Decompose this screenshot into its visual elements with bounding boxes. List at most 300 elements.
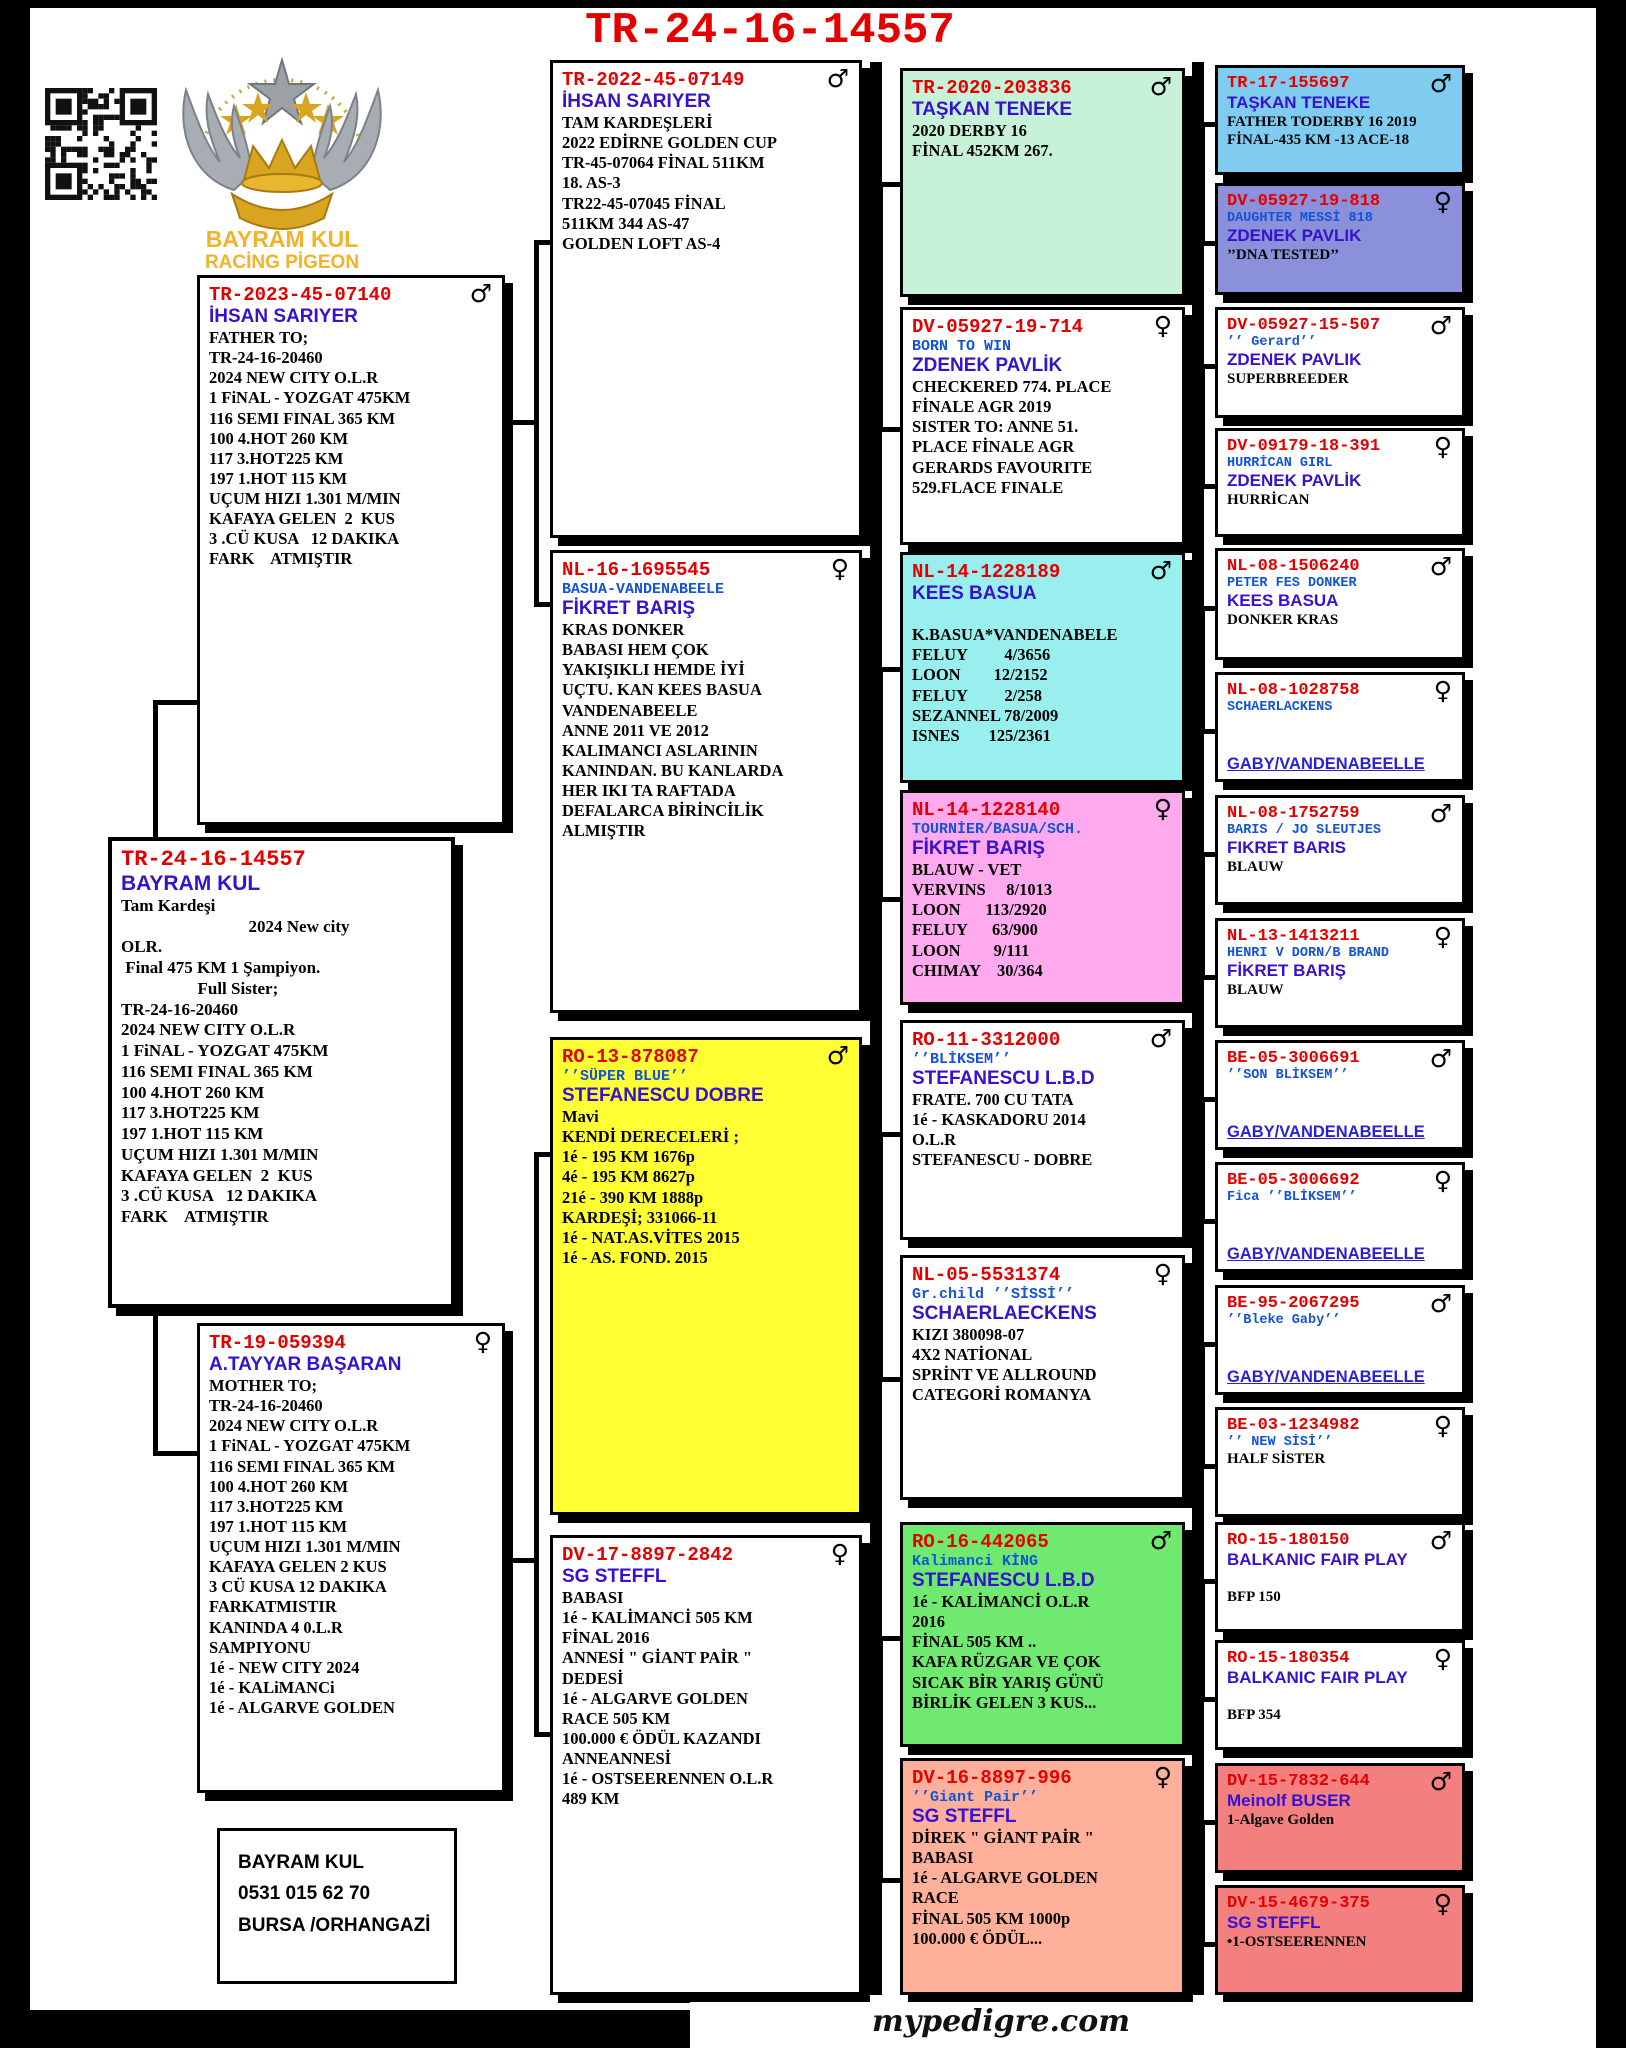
note-line: KENDİ DERECELERİ ; <box>562 1127 739 1147</box>
owner-name: ZDENEK PAVLIK <box>1227 350 1362 369</box>
note-line: 1é - KALiMANCi <box>209 1677 335 1697</box>
note-line: 197 1.HOT 115 KM <box>209 1516 348 1536</box>
note-line: 21é - 390 KM 1888p <box>562 1187 704 1207</box>
ring-number: DV-05927-19-818 <box>1227 192 1381 211</box>
note-line: FATHER TODERBY 16 2019 <box>1227 114 1417 130</box>
note-line: MOTHER TO; <box>209 1376 318 1395</box>
female-symbol: ♀ <box>1433 432 1452 461</box>
pedigree-box-RO-13-878087 <box>550 1037 862 1515</box>
female-symbol: ♀ <box>1153 311 1172 340</box>
pigeon-nickname: TOURNİER/BASUA/SCH. <box>912 821 1084 838</box>
ring-number: BE-05-3006692 <box>1227 1171 1360 1190</box>
ring-number: TR-17-155697 <box>1227 74 1350 93</box>
note-line: 100 4.HOT 260 KM <box>121 1082 265 1102</box>
owner-name: FIKRET BARIS <box>1227 838 1346 857</box>
note-line: CHECKERED 774. PLACE <box>912 377 1112 396</box>
pedigree-box-DV-15-7832-644 <box>1215 1763 1465 1873</box>
ring-number: RO-13-878087 <box>562 1046 699 1068</box>
note-line: Mavi <box>562 1107 599 1126</box>
connector-line <box>534 602 550 607</box>
pigeon-nickname: Kalimanci KİNG <box>912 1553 1039 1570</box>
owner-name: KEES BASUA <box>912 583 1037 604</box>
strain-link: GABY/VANDENABEELLE <box>1227 755 1425 773</box>
note-line: FİNAL 452KM 267. <box>912 141 1053 161</box>
ring-number: TR-2023-45-07140 <box>209 284 392 306</box>
pedigree-box-TR-24-16-14557 <box>108 837 455 1308</box>
note-line: FELUY 63/900 <box>912 920 1038 940</box>
note-line: 1é - NAT.AS.VİTES 2015 <box>562 1227 740 1247</box>
ring-number: TR-2020-203836 <box>912 77 1072 99</box>
note-line: VERVINS 8/1013 <box>912 880 1053 900</box>
female-symbol: ♀ <box>1433 922 1452 951</box>
note-line: 1é - ALGARVE GOLDEN <box>912 1868 1098 1888</box>
owner-name: ZDENEK PAVLİK <box>1227 471 1362 490</box>
owner-name: STEFANESCU DOBRE <box>562 1085 764 1106</box>
note-line: 1é - OSTSEERENNEN O.L.R <box>562 1769 774 1789</box>
ring-number: NL-08-1752759 <box>1227 804 1360 823</box>
owner-name: BALKANIC FAIR PLAY <box>1227 1668 1408 1687</box>
note-line: FİNAL 2016 <box>562 1628 650 1648</box>
male-symbol: ♂ <box>1429 1289 1452 1318</box>
pedigree-box-NL-14-1228189 <box>900 552 1185 783</box>
male-symbol: ♂ <box>469 279 492 308</box>
note-line: 2020 DERBY 16 <box>912 121 1027 140</box>
note-line <box>1227 1688 1453 1706</box>
ring-number: DV-15-4679-375 <box>1227 1894 1370 1913</box>
note-line: FRATE. 700 CU TATA <box>912 1090 1074 1109</box>
pedigree-box-NL-14-1228140 <box>900 790 1185 1005</box>
note-line: 1é - KALİMANCİ 505 KM <box>562 1608 753 1628</box>
note-line: SISTER TO: ANNE 51. <box>912 417 1079 437</box>
connector-line <box>153 1451 200 1456</box>
note-line <box>912 605 1173 625</box>
note-line: 1é - NEW CITY 2024 <box>209 1657 360 1677</box>
pigeon-nickname: ’’ NEW SİSİ’’ <box>1227 1435 1333 1450</box>
ring-number: NL-05-5531374 <box>912 1264 1061 1286</box>
pigeon-nickname: ’’SÜPER BLUE’’ <box>562 1068 689 1085</box>
note-line: FARK ATMIŞTIR <box>209 549 353 569</box>
pedigree-box-RO-15-180354 <box>1215 1640 1465 1750</box>
ring-number: NL-08-1028758 <box>1227 681 1360 700</box>
note-line: LOON 12/2152 <box>912 665 1048 685</box>
note-line: FATHER TO; <box>209 328 309 347</box>
note-line: UÇUM HIZI 1.301 M/MIN <box>121 1144 319 1164</box>
ring-number: DV-05927-15-507 <box>1227 316 1381 335</box>
note-line: FİNAL-435 KM -13 ACE-18 <box>1227 132 1410 149</box>
ring-number: TR-2022-45-07149 <box>562 69 745 91</box>
note-line: BABASI <box>562 1588 624 1607</box>
pedigree-box-RO-16-442065 <box>900 1522 1185 1747</box>
pigeon-nickname: ’’BLİKSEM’’ <box>912 1051 1012 1068</box>
owner-name: İHSAN SARIYER <box>562 91 711 112</box>
note-line: DİREK " GİANT PAİR " <box>912 1828 1094 1847</box>
note-line: 197 1.HOT 115 KM <box>209 468 348 488</box>
note-line: TR22-45-07045 FİNAL <box>562 193 726 213</box>
pigeon-nickname: BARIS / JO SLEUTJES <box>1227 823 1381 838</box>
male-symbol: ♂ <box>1429 1767 1452 1796</box>
ring-number: DV-09179-18-391 <box>1227 437 1381 456</box>
note-line: 1é - KASKADORU 2014 <box>912 1110 1086 1130</box>
female-symbol: ♀ <box>1433 1889 1452 1918</box>
note-line: BABASI HEM ÇOK <box>562 640 709 660</box>
connector-line <box>1192 62 1204 1995</box>
pedigree-box-BE-05-3006692 <box>1215 1162 1465 1272</box>
note-line: 511KM 344 AS-47 <box>562 213 690 233</box>
note-line: 489 KM <box>562 1789 620 1809</box>
right-wing <box>312 90 381 190</box>
note-line: GERARDS FAVOURITE <box>912 457 1093 477</box>
contact-box <box>217 1828 457 1984</box>
note-line: ISNES 125/2361 <box>912 725 1051 745</box>
note-line: FARKATMISTIR <box>209 1597 337 1617</box>
note-line: RACE 505 KM <box>562 1708 671 1728</box>
note-line: CATEGORİ ROMANYA <box>912 1385 1092 1405</box>
pedigree-box-NL-08-1752759 <box>1215 795 1465 905</box>
owner-name: ZDENEK PAVLİK <box>912 355 1063 376</box>
note-line: 1é - KALİMANCİ O.L.R <box>912 1592 1090 1611</box>
strain-link: GABY/VANDENABEELLE <box>1227 1368 1425 1386</box>
note-line: 1 FiNAL - YOZGAT 475KM <box>209 388 411 408</box>
note-line: BLAUW <box>1227 859 1284 875</box>
ring-number: NL-14-1228189 <box>912 561 1061 583</box>
owner-name: SG STEFFL <box>562 1566 667 1587</box>
strain-link: GABY/VANDENABEELLE <box>1227 1245 1425 1263</box>
owner-name: TAŞKAN TENEKE <box>912 99 1073 120</box>
note-line: 529.FLACE FINALE <box>912 477 1064 497</box>
pigeon-nickname: HENRI V DORN/B BRAND <box>1227 946 1390 961</box>
ring-number: BE-05-3006691 <box>1227 1049 1360 1068</box>
note-line: K.BASUA*VANDENABELE <box>912 625 1118 645</box>
note-line: ANNEANNESİ <box>562 1749 672 1768</box>
note-line: BİRLİK GELEN 3 KUS... <box>912 1692 1097 1712</box>
owner-name: SG STEFFL <box>912 1806 1017 1827</box>
pedigree-box-DV-15-4679-375 <box>1215 1885 1465 1995</box>
note-line: 1 FiNAL - YOZGAT 475KM <box>121 1041 329 1061</box>
note-line: KALIMANCI ASLARININ <box>562 740 758 760</box>
male-symbol: ♂ <box>1429 1044 1452 1073</box>
note-line: FELUY 4/3656 <box>912 645 1051 665</box>
note-line: UÇUM HIZI 1.301 M/MIN <box>209 1537 401 1556</box>
owner-name: BALKANIC FAIR PLAY <box>1227 1550 1408 1569</box>
ring-number: RO-11-3312000 <box>912 1029 1061 1051</box>
note-line: KAFAYA GELEN 2 KUS <box>209 1557 387 1577</box>
male-symbol: ♂ <box>1429 69 1452 98</box>
male-symbol: ♂ <box>1429 1526 1452 1555</box>
owner-name: FİKRET BARIŞ <box>912 838 1045 859</box>
note-line: •1-OSTSEERENNEN <box>1227 1934 1367 1950</box>
note-line: 4é - 195 KM 8627p <box>562 1167 695 1187</box>
contact-phone: 0531 015 62 70 <box>238 1883 371 1905</box>
pedigree-box-DV-16-8897-996 <box>900 1758 1185 1995</box>
note-line: KAFAYA GELEN 2 KUS <box>209 509 395 529</box>
note-line: 117 3.HOT225 KM <box>209 1496 344 1516</box>
note-line: FİNALE AGR 2019 <box>912 397 1052 417</box>
owner-name: FİKRET BARIŞ <box>562 598 695 619</box>
male-symbol: ♂ <box>1149 1526 1172 1555</box>
pigeon-nickname: ’’SON BLİKSEM’’ <box>1227 1068 1349 1083</box>
pigeon-nickname: ’’Giant Pair’’ <box>912 1789 1039 1806</box>
female-symbol: ♀ <box>1433 1411 1452 1440</box>
ring-number: DV-05927-19-714 <box>912 316 1084 338</box>
pedigree-box-DV-05927-19-818 <box>1215 183 1465 295</box>
note-line: 2016 <box>912 1612 945 1632</box>
note-line: 1é - ALGARVE GOLDEN <box>562 1688 748 1708</box>
note-line: CHIMAY 30/364 <box>912 960 1043 980</box>
note-line: 4X2 NATİONAL <box>912 1345 1033 1365</box>
connector-line <box>534 1152 550 1157</box>
note-line: 3 .CÜ KUSA 12 DAKIKA <box>209 529 400 549</box>
note-line: VANDENABEELE <box>562 700 698 720</box>
note-line: 1é - ALGARVE GOLDEN <box>209 1698 395 1717</box>
connector-line <box>534 240 550 245</box>
ring-number: TR-19-059394 <box>209 1332 346 1354</box>
note-line: SAMPIYONU <box>209 1637 311 1657</box>
female-symbol: ♀ <box>830 554 849 583</box>
ring-number: BE-95-2067295 <box>1227 1294 1360 1313</box>
note-line: RACE <box>912 1888 959 1908</box>
female-symbol: ♀ <box>473 1327 492 1356</box>
pedigree-box-DV-17-8897-2842 <box>550 1535 862 1995</box>
connector-line <box>153 700 200 705</box>
logo-line1: BAYRAM KUL <box>205 226 359 252</box>
note-line: HER IKI TA RAFTADA <box>562 781 736 800</box>
owner-name: A.TAYYAR BAŞARAN <box>209 1354 402 1375</box>
female-symbol: ♀ <box>1153 1762 1172 1791</box>
note-line: 2024 NEW CITY O.L.R <box>121 1020 296 1040</box>
note-line: UÇTU. KAN KEES BASUA <box>562 680 762 700</box>
ring-number: NL-16-1695545 <box>562 559 711 581</box>
note-line: 3 CÜ KUSA 12 DAKIKA <box>209 1577 387 1597</box>
connector-line <box>534 1152 539 1737</box>
male-symbol: ♂ <box>826 64 849 93</box>
note-line: BFP 354 <box>1227 1707 1281 1724</box>
note-line: OLR. <box>121 937 163 957</box>
note-line: UÇUM HIZI 1.301 M/MIN <box>209 489 401 508</box>
owner-name: KEES BASUA <box>1227 591 1339 610</box>
note-line: ALMIŞTIR <box>562 821 646 841</box>
note-line: GOLDEN LOFT AS-4 <box>562 233 721 253</box>
ring-number: TR-24-16-14557 <box>121 847 306 872</box>
note-line: HURRİCAN <box>1227 492 1310 508</box>
note-line: KANINDA 4 0.L.R <box>209 1617 343 1637</box>
note-line: 3 .CÜ KUSA 12 DAKIKA <box>121 1186 317 1206</box>
note-line: SICAK BİR YARIŞ GÜNÜ <box>912 1672 1104 1692</box>
note-line: ANNE 2011 VE 2012 <box>562 720 709 740</box>
pigeon-nickname: PETER FES DONKER <box>1227 576 1357 591</box>
pedigree-box-RO-11-3312000 <box>900 1020 1185 1240</box>
note-line: TAM KARDEŞLERİ <box>562 113 713 132</box>
ring-number: DV-16-8897-996 <box>912 1767 1072 1789</box>
note-line: ANNESİ " GİANT PAİR " <box>562 1648 753 1668</box>
note-line: KARDEŞİ; 331066-11 <box>562 1207 718 1227</box>
note-line: KAFAYA GELEN 2 KUS <box>121 1165 313 1185</box>
note-line: DONKER KRAS <box>1227 612 1339 628</box>
note-line: BLAUW <box>1227 982 1284 998</box>
pedigree-box-RO-15-180150 <box>1215 1522 1465 1632</box>
note-line: YAKIŞIKLI HEMDE İYİ <box>562 660 745 680</box>
logo-line2: RACİNG PİGEON <box>204 252 360 270</box>
qr-code <box>45 88 157 200</box>
note-line: 116 SEMI FINAL 365 KM <box>209 1456 396 1476</box>
note-line: SPRİNT VE ALLROUND <box>912 1365 1097 1385</box>
owner-name: Meinolf BUSER <box>1227 1791 1351 1810</box>
pedigree-box-NL-16-1695545 <box>550 550 862 1013</box>
connector-line <box>505 1558 534 1563</box>
connector-line <box>505 420 534 425</box>
strain-link: GABY/VANDENABEELLE <box>1227 1123 1425 1141</box>
ring-number: RO-15-180150 <box>1227 1531 1350 1550</box>
note-line: STEFANESCU - DOBRE <box>912 1150 1093 1170</box>
note-line: 2024 NEW CITY O.L.R <box>209 1416 379 1436</box>
note-line <box>1227 1570 1453 1588</box>
pigeon-nickname: BORN TO WIN <box>912 338 1012 355</box>
left-wing <box>183 90 252 190</box>
owner-name: FİKRET BARIŞ <box>1227 961 1346 980</box>
note-line: 1 FiNAL - YOZGAT 475KM <box>209 1436 411 1456</box>
owner-name: ZDENEK PAVLIK <box>1227 226 1362 245</box>
connector-line <box>534 1732 550 1737</box>
note-line: TR-24-16-20460 <box>121 999 239 1019</box>
connector-line <box>153 1306 158 1456</box>
note-line: FİNAL 505 KM 1000p <box>912 1908 1071 1928</box>
owner-name: BAYRAM KUL <box>121 872 261 895</box>
note-line: 1-Algave Golden <box>1227 1812 1335 1828</box>
female-symbol: ♀ <box>1153 1259 1172 1288</box>
note-line: 1é - AS. FOND. 2015 <box>562 1247 708 1267</box>
pigeon-nickname: ’’ Gerard’’ <box>1227 335 1317 350</box>
pedigree-box-TR-2020-203836 <box>900 68 1185 297</box>
ring-number: RO-16-442065 <box>912 1531 1049 1553</box>
note-line: LOON 113/2920 <box>912 900 1047 920</box>
note-line: 116 SEMI FINAL 365 KM <box>209 408 396 428</box>
contact-city: BURSA /ORHANGAZİ <box>238 1914 431 1936</box>
ribbon <box>232 194 332 229</box>
owner-name: TAŞKAN TENEKE <box>1227 93 1371 112</box>
note-line: HALF SİSTER <box>1227 1451 1326 1467</box>
ring-number: NL-14-1228140 <box>912 799 1061 821</box>
note-line: 117 3.HOT225 KM <box>121 1103 260 1123</box>
note-line: 197 1.HOT 115 KM <box>121 1124 264 1144</box>
page-title: TR-24-16-14557 <box>585 6 955 56</box>
pigeon-nickname: DAUGHTER MESSİ 818 <box>1227 211 1373 226</box>
male-symbol: ♂ <box>1149 72 1172 101</box>
female-symbol: ♀ <box>1433 676 1452 705</box>
pedigree-box-BE-03-1234982 <box>1215 1407 1465 1517</box>
note-line: FARK ATMIŞTIR <box>121 1207 269 1227</box>
ring-number: BE-03-1234982 <box>1227 1416 1360 1435</box>
loft-logo <box>156 42 408 270</box>
pedigree-box-NL-05-5531374 <box>900 1255 1185 1500</box>
male-symbol: ♂ <box>1429 552 1452 581</box>
note-line: PLACE FİNALE AGR <box>912 437 1075 457</box>
note-line: 116 SEMI FINAL 365 KM <box>121 1061 313 1081</box>
connector-line <box>153 700 158 840</box>
contact-name: BAYRAM KUL <box>238 1852 364 1873</box>
note-line: TR-45-07064 FİNAL 511KM <box>562 153 765 173</box>
pedigree-box-DV-05927-15-507 <box>1215 307 1465 418</box>
ring-number: NL-08-1506240 <box>1227 557 1360 576</box>
owner-name: STEFANESCU L.B.D <box>912 1068 1095 1089</box>
note-line: 100.000 € ÖDÜL KAZANDI <box>562 1728 761 1748</box>
note-line: 100.000 € ÖDÜL... <box>912 1928 1043 1948</box>
pedigree-box-TR-2023-45-07140 <box>197 275 505 825</box>
male-symbol: ♂ <box>1429 799 1452 828</box>
pedigree-box-TR-17-155697 <box>1215 65 1465 175</box>
note-line: DEFALARCA BİRİNCİLİK <box>562 801 764 821</box>
ring-number: DV-17-8897-2842 <box>562 1544 734 1566</box>
note-line: 18. AS-3 <box>562 173 621 193</box>
note-line: ’’DNA TESTED’’ <box>1227 247 1340 263</box>
male-symbol: ♂ <box>1149 1024 1172 1053</box>
note-line: 1é - 195 KM 1676p <box>562 1147 695 1167</box>
pigeon-nickname: SCHAERLACKENS <box>1227 700 1333 715</box>
note-line: O.L.R <box>912 1130 957 1150</box>
note-line: KIZI 380098-07 <box>912 1325 1025 1344</box>
pedigree-box-BE-95-2067295 <box>1215 1285 1465 1395</box>
note-line: 2022 EDİRNE GOLDEN CUP <box>562 133 777 153</box>
note-line: Full Sister; <box>121 978 279 998</box>
pedigree-box-NL-08-1028758 <box>1215 672 1465 782</box>
female-symbol: ♀ <box>1153 794 1172 823</box>
note-line: SUPERBREEDER <box>1227 371 1349 387</box>
pigeon-nickname: BASUA-VANDENABEELE <box>562 581 725 598</box>
crown-wings-logo <box>156 42 408 270</box>
ring-number: DV-15-7832-644 <box>1227 1772 1370 1791</box>
note-line: DEDESİ <box>562 1668 624 1688</box>
connector-line <box>534 240 539 607</box>
note-line: 2024 New city <box>121 916 350 936</box>
note-line: BABASI <box>912 1848 974 1868</box>
note-line: TR-24-16-20460 <box>209 1396 323 1416</box>
pedigree-box-TR-19-059394 <box>197 1323 505 1793</box>
note-line: 117 3.HOT225 KM <box>209 448 344 468</box>
male-symbol: ♂ <box>1149 556 1172 585</box>
female-symbol: ♀ <box>1433 187 1452 216</box>
note-line: BFP 150 <box>1227 1589 1281 1606</box>
note-line: Final 475 KM 1 Şampiyon. <box>121 958 321 978</box>
male-symbol: ♂ <box>1429 311 1452 340</box>
note-line: BLAUW - VET <box>912 860 1022 879</box>
owner-name: SCHAERLAECKENS <box>912 1303 1097 1324</box>
pigeon-nickname: ’’Bleke Gaby’’ <box>1227 1313 1341 1328</box>
owner-name: SG STEFFL <box>1227 1913 1321 1932</box>
note-line: 100 4.HOT 260 KM <box>209 428 349 448</box>
pigeon-nickname: Gr.child ’’SİSSİ’’ <box>912 1286 1075 1303</box>
note-line: FELUY 2/258 <box>912 685 1043 705</box>
pedigree-box-DV-09179-18-391 <box>1215 428 1465 537</box>
owner-name: İHSAN SARIYER <box>209 306 358 327</box>
ring-number: NL-13-1413211 <box>1227 927 1360 946</box>
female-symbol: ♀ <box>1433 1166 1452 1195</box>
note-line: 100 4.HOT 260 KM <box>209 1476 349 1496</box>
note-line: 2024 NEW CITY O.L.R <box>209 368 379 388</box>
pigeon-nickname: Fica ’’BLİKSEM’’ <box>1227 1190 1357 1205</box>
pedigree-box-BE-05-3006691 <box>1215 1040 1465 1150</box>
note-line: KAFA RÜZGAR VE ÇOK <box>912 1652 1101 1672</box>
note-line: SEZANNEL 78/2009 <box>912 705 1059 725</box>
pedigree-box-NL-13-1413211 <box>1215 918 1465 1028</box>
note-line: FİNAL 505 KM .. <box>912 1632 1037 1652</box>
male-symbol: ♂ <box>826 1041 849 1070</box>
note-line: LOON 9/111 <box>912 940 1030 960</box>
note-line: Tam Kardeşi <box>121 896 216 915</box>
pedigree-box-TR-2022-45-07149 <box>550 60 862 538</box>
pigeon-nickname: HURRİCAN GIRL <box>1227 456 1333 471</box>
note-line: KRAS DONKER <box>562 620 685 639</box>
note-line: TR-24-16-20460 <box>209 348 323 368</box>
website-watermark: mypedigre.com <box>872 2004 1130 2039</box>
pedigree-box-DV-05927-19-714 <box>900 307 1185 545</box>
